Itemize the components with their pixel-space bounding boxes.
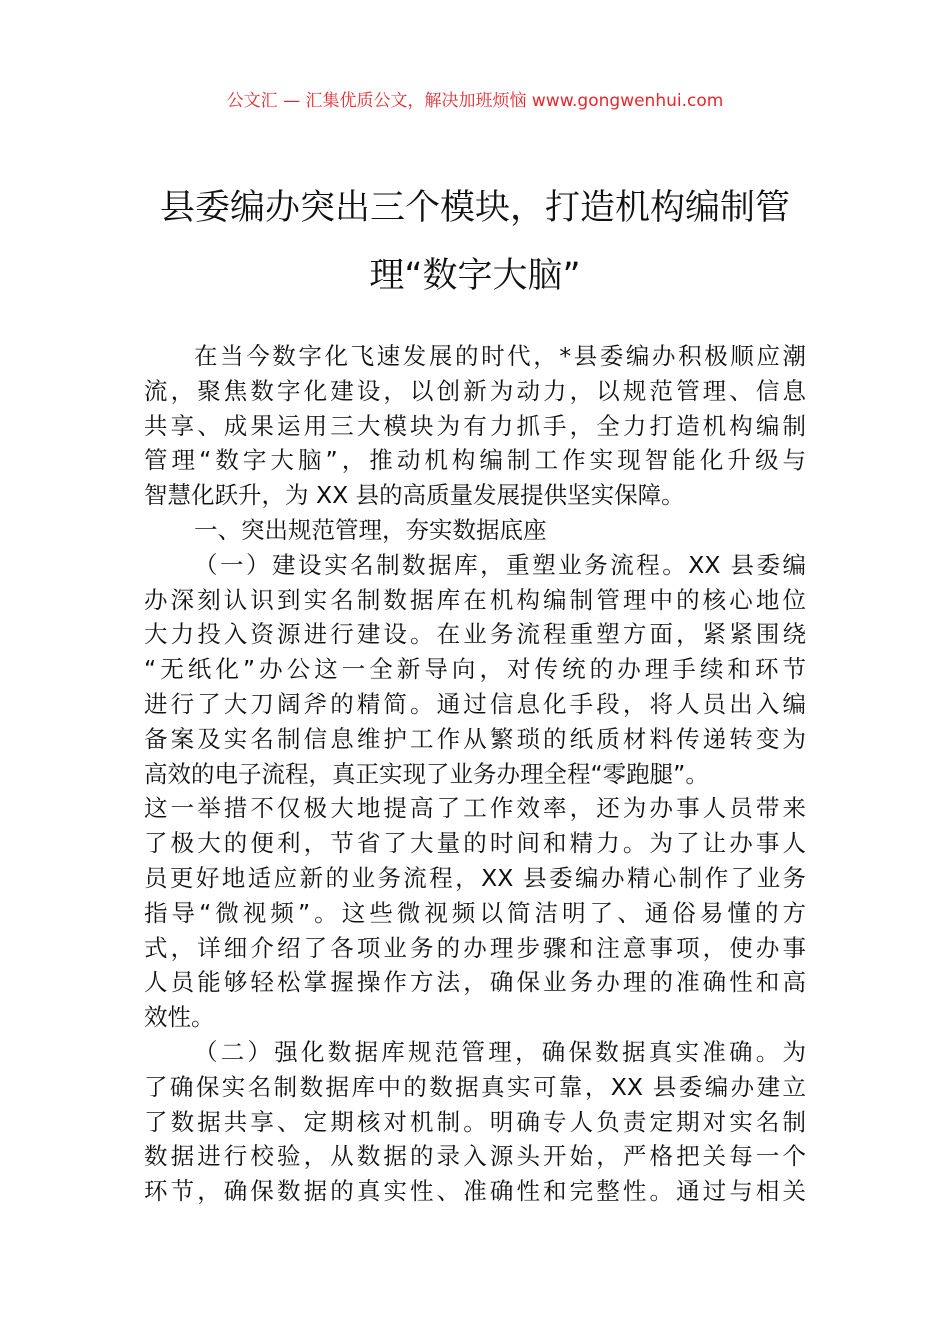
- paragraph-line: 管理“数字大脑”，推动机构编制工作实现智能化升级与: [144, 446, 806, 475]
- paragraph-line: “无纸化”办公这一全新导向，对传统的办理手续和环节: [144, 655, 806, 684]
- paragraph-line: 备案及实名制信息维护工作从繁琐的纸质材料传递转变为: [144, 724, 806, 753]
- paragraph-line: 在当今数字化飞速发展的时代，*县委编办积极顺应潮: [194, 342, 806, 370]
- document-body: [144, 339, 806, 1209]
- paragraph-line: 环节，确保数据的真实性、准确性和完整性。通过与相关: [144, 1177, 806, 1206]
- paragraph-line: 共享、成果运用三大模块为有力抓手，全力打造机构编制: [144, 411, 806, 440]
- paragraph-line: 式，详细介绍了各项业务的办理步骤和注意事项，使办事: [144, 933, 806, 962]
- paragraph-line: 流，聚焦数字化建设，以创新为动力，以规范管理、信息: [144, 376, 806, 405]
- paragraph-line: 了数据共享、定期核对机制。明确专人负责定期对实名制: [144, 1107, 806, 1136]
- paragraph-line: 办深刻认识到实名制数据库在机构编制管理中的核心地位: [144, 585, 806, 614]
- paragraph-line: 员更好地适应新的业务流程，XX 县委编办精心制作了业务: [144, 863, 806, 892]
- paragraph-line: 数据进行校验，从数据的录入源头开始，严格把关每一个: [144, 1142, 806, 1171]
- paragraph-line: 这一举措不仅极大地提高了工作效率，还为办事人员带来: [144, 794, 806, 823]
- paragraph-line: 进行了大刀阔斧的精简。通过信息化手段，将人员出入编: [144, 689, 806, 718]
- paragraph-line: 大力投入资源进行建设。在业务流程重塑方面，紧紧围绕: [144, 620, 806, 649]
- paragraph-line: 人员能够轻松掌握操作方法，确保业务办理的准确性和高: [144, 968, 806, 997]
- site-header-banner: 公文汇 — 汇集优质公文，解决加班烦恼 www.gongwenhui.com: [226, 91, 724, 111]
- paragraph-line: 了极大的便利，节省了大量的时间和精力。为了让办事人: [144, 829, 806, 858]
- paragraph-line: 指导“微视频”。这些微视频以简洁明了、通俗易懂的方: [144, 898, 806, 927]
- paragraph-line: （二）强化数据库规范管理，确保数据真实准确。为: [194, 1037, 806, 1066]
- paragraph-line: 效性。: [144, 1003, 215, 1032]
- paragraph-line: 高效的电子流程，真正实现了业务办理全程“零跑腿”。: [144, 759, 709, 788]
- document-title-line-1: 县委编办突出三个模块，打造机构编制管: [159, 188, 790, 228]
- paragraph-line: （一）建设实名制数据库，重塑业务流程。XX 县委编: [194, 550, 806, 579]
- paragraph-line: 了确保实名制数据库中的数据真实可靠，XX 县委编办建立: [144, 1072, 806, 1101]
- paragraph-line: 智慧化跃升，为 XX 县的高质量发展提供坚实保障。: [144, 481, 685, 510]
- section-heading: 一、突出规范管理，夯实数据底座: [194, 515, 547, 544]
- document-title-line-2: 理“数字大脑”: [369, 256, 581, 296]
